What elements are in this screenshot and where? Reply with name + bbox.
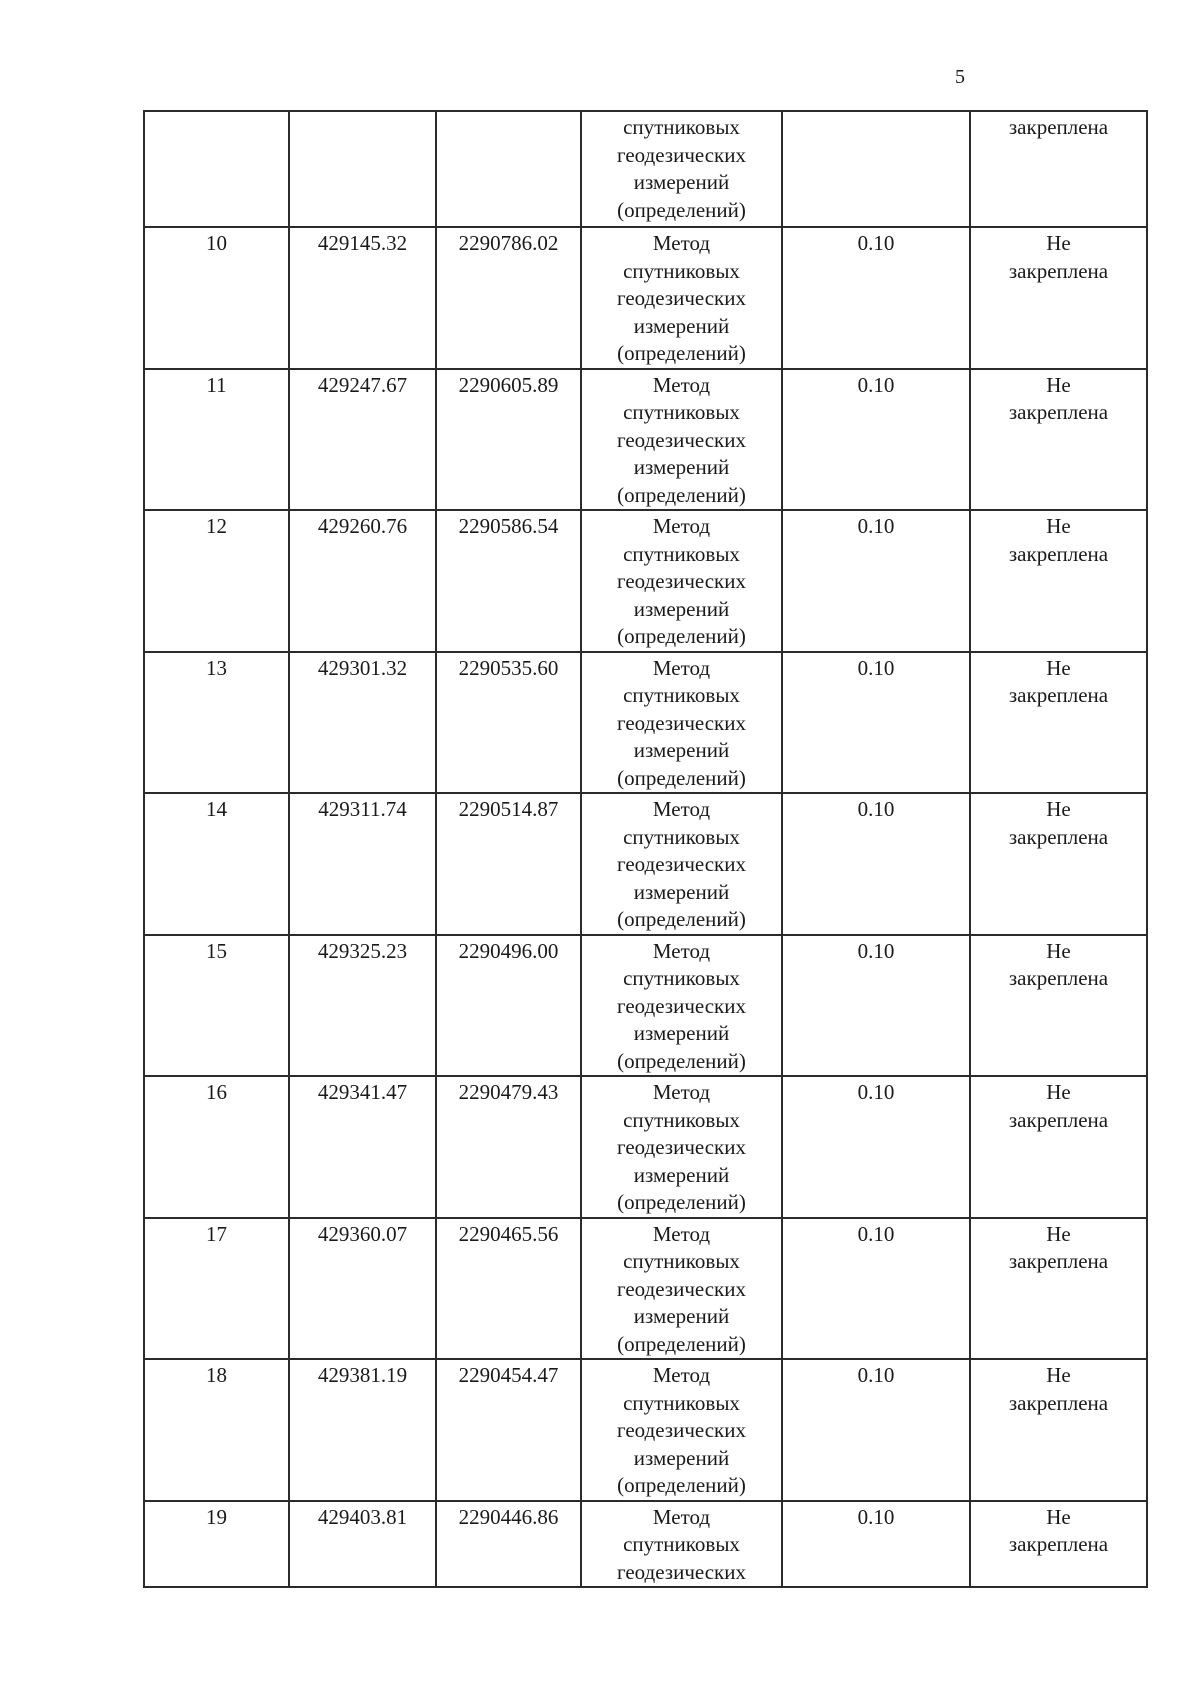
- method-cell-line: спутниковых: [623, 966, 740, 990]
- y-coordinate-cell: 2290586.54: [436, 510, 581, 652]
- point-number-cell: 19: [144, 1501, 289, 1588]
- x-coordinate-cell: 429403.81: [289, 1501, 436, 1588]
- method-cell-line: Метод: [652, 1080, 711, 1104]
- table-row: [144, 227, 1147, 369]
- method-cell-line: геодезических: [616, 1276, 746, 1301]
- y-coordinate-cell: 2290605.89: [436, 369, 581, 511]
- method-cell-line: спутниковых: [623, 824, 740, 849]
- method-cell-line: Метод: [652, 797, 711, 821]
- accuracy-cell: 0.10: [782, 652, 970, 794]
- fixation-cell-line: Не: [1046, 1363, 1071, 1387]
- point-number-cell: 14: [144, 793, 289, 935]
- method-cell-line: геодезических: [616, 1559, 746, 1584]
- method-cell-line: (определений): [617, 1331, 746, 1356]
- x-coordinate-cell: 429341.47: [289, 1076, 436, 1218]
- fixation-cell: [970, 369, 1147, 511]
- point-number-cell: 12: [144, 510, 289, 652]
- method-cell: [581, 227, 782, 369]
- fixation-cell: [970, 1359, 1147, 1501]
- method-cell-line: спутниковых: [623, 541, 740, 566]
- point-number-cell: 17: [144, 1218, 289, 1360]
- y-coordinate-cell: 2290454.47: [436, 1359, 581, 1501]
- table-row: [144, 1218, 1147, 1360]
- fixation-cell-line: Не: [1046, 514, 1071, 538]
- fixation-cell-line: закреплена: [1008, 1249, 1109, 1273]
- fixation-cell: [970, 227, 1147, 369]
- method-cell-line: измерений: [633, 1021, 730, 1045]
- fixation-cell-line: закреплена: [1008, 824, 1109, 849]
- fixation-cell: [970, 1501, 1147, 1588]
- point-number-cell: [144, 111, 289, 227]
- fixation-cell-line: закреплена: [1008, 258, 1109, 283]
- method-cell-line: Метод: [652, 1504, 711, 1529]
- fixation-cell: [970, 111, 1147, 227]
- method-cell-line: измерений: [633, 596, 730, 621]
- fixation-cell-line: закреплена: [1008, 115, 1109, 139]
- fixation-cell: [970, 1218, 1147, 1360]
- y-coordinate-cell: 2290496.00: [436, 935, 581, 1077]
- method-cell-line: спутниковых: [623, 1107, 740, 1132]
- y-coordinate-cell: 2290465.56: [436, 1218, 581, 1360]
- fixation-cell-line: закреплена: [1008, 1107, 1109, 1132]
- fixation-cell: [970, 652, 1147, 794]
- method-cell-line: (определений): [617, 624, 746, 648]
- method-cell-line: геодезических: [616, 852, 746, 876]
- table-row: [144, 111, 1147, 227]
- method-cell: [581, 510, 782, 652]
- method-cell-line: (определений): [617, 482, 746, 507]
- method-cell: [581, 793, 782, 935]
- fixation-cell-line: Не: [1046, 655, 1071, 680]
- fixation-cell-line: закреплена: [1008, 966, 1109, 990]
- y-coordinate-cell: 2290514.87: [436, 793, 581, 935]
- fixation-cell-line: закреплена: [1008, 683, 1109, 707]
- method-cell-line: спутниковых: [623, 115, 740, 139]
- point-number-cell: 18: [144, 1359, 289, 1501]
- method-cell: [581, 935, 782, 1077]
- fixation-cell-line: закреплена: [1008, 1532, 1109, 1556]
- x-coordinate-cell: 429325.23: [289, 935, 436, 1077]
- x-coordinate-cell: 429360.07: [289, 1218, 436, 1360]
- fixation-cell-line: Не: [1046, 797, 1071, 821]
- x-coordinate-cell: 429381.19: [289, 1359, 436, 1501]
- method-cell: [581, 111, 782, 227]
- page-number: [0, 66, 1200, 89]
- method-cell-line: геодезических: [616, 993, 746, 1018]
- fixation-cell-line: закреплена: [1008, 400, 1109, 424]
- y-coordinate-cell: 2290786.02: [436, 227, 581, 369]
- x-coordinate-cell: 429301.32: [289, 652, 436, 794]
- accuracy-cell: 0.10: [782, 369, 970, 511]
- method-cell: [581, 369, 782, 511]
- method-cell-line: измерений: [633, 1304, 730, 1328]
- accuracy-cell: 0.10: [782, 1218, 970, 1360]
- method-cell-line: Метод: [652, 938, 711, 963]
- table-row: [144, 1076, 1147, 1218]
- table-row: [144, 1501, 1147, 1588]
- method-cell: [581, 652, 782, 794]
- method-cell-line: спутниковых: [623, 683, 740, 707]
- method-cell-line: спутниковых: [623, 1532, 740, 1556]
- accuracy-cell: 0.10: [782, 510, 970, 652]
- method-cell-line: измерений: [633, 738, 730, 762]
- method-cell: [581, 1359, 782, 1501]
- method-cell-line: Метод: [652, 655, 711, 680]
- y-coordinate-cell: 2290446.86: [436, 1501, 581, 1588]
- accuracy-cell: 0.10: [782, 935, 970, 1077]
- page-number-text: 5: [955, 66, 965, 88]
- fixation-cell-line: закреплена: [1008, 1390, 1109, 1415]
- method-cell-line: (определений): [617, 1048, 746, 1073]
- method-cell-line: спутниковых: [623, 1390, 740, 1415]
- fixation-cell-line: закреплена: [1008, 541, 1109, 566]
- table-row: [144, 369, 1147, 511]
- accuracy-cell: 0.10: [782, 1359, 970, 1501]
- method-cell-line: (определений): [617, 907, 746, 931]
- coordinates-table: [143, 110, 1148, 1588]
- fixation-cell-line: Не: [1046, 1504, 1071, 1529]
- method-cell-line: спутниковых: [623, 400, 740, 424]
- fixation-cell: [970, 793, 1147, 935]
- method-cell: [581, 1501, 782, 1588]
- method-cell-line: (определений): [617, 197, 746, 222]
- method-cell-line: (определений): [617, 1190, 746, 1214]
- method-cell-line: геодезических: [616, 710, 746, 735]
- method-cell-line: Метод: [652, 231, 711, 255]
- method-cell-line: Метод: [652, 1363, 711, 1387]
- point-number-cell: 15: [144, 935, 289, 1077]
- method-cell-line: измерений: [633, 455, 730, 479]
- accuracy-cell: 0.10: [782, 227, 970, 369]
- method-cell-line: Метод: [652, 1221, 711, 1246]
- x-coordinate-cell: 429247.67: [289, 369, 436, 511]
- method-cell-line: Метод: [652, 372, 711, 397]
- method-cell-line: измерений: [633, 879, 730, 904]
- method-cell-line: геодезических: [616, 1418, 746, 1442]
- method-cell-line: геодезических: [616, 427, 746, 452]
- method-cell-line: измерений: [633, 1162, 730, 1187]
- y-coordinate-cell: 2290535.60: [436, 652, 581, 794]
- table-row: [144, 652, 1147, 794]
- x-coordinate-cell: 429311.74: [289, 793, 436, 935]
- method-cell-line: (определений): [617, 341, 746, 365]
- table-row: [144, 510, 1147, 652]
- y-coordinate-cell: 2290479.43: [436, 1076, 581, 1218]
- table-row: [144, 793, 1147, 935]
- fixation-cell-line: Не: [1046, 1080, 1071, 1104]
- method-cell-line: спутниковых: [623, 258, 740, 283]
- x-coordinate-cell: 429260.76: [289, 510, 436, 652]
- method-cell: [581, 1218, 782, 1360]
- method-cell-line: измерений: [633, 170, 730, 194]
- point-number-cell: 11: [144, 369, 289, 511]
- accuracy-cell: 0.10: [782, 1501, 970, 1588]
- point-number-cell: 10: [144, 227, 289, 369]
- fixation-cell-line: Не: [1046, 231, 1071, 255]
- x-coordinate-cell: [289, 111, 436, 227]
- method-cell-line: геодезических: [616, 286, 746, 310]
- method-cell-line: геодезических: [616, 1135, 746, 1159]
- fixation-cell-line: Не: [1046, 372, 1071, 397]
- accuracy-cell: 0.10: [782, 1076, 970, 1218]
- fixation-cell: [970, 935, 1147, 1077]
- table-row: [144, 935, 1147, 1077]
- method-cell-line: (определений): [617, 1473, 746, 1497]
- point-number-cell: 16: [144, 1076, 289, 1218]
- method-cell-line: (определений): [617, 765, 746, 790]
- point-number-cell: 13: [144, 652, 289, 794]
- method-cell-line: Метод: [652, 514, 711, 538]
- fixation-cell: [970, 510, 1147, 652]
- coordinates-table-body: [144, 111, 1147, 1587]
- method-cell-line: геодезических: [616, 142, 746, 167]
- accuracy-cell: [782, 111, 970, 227]
- fixation-cell-line: Не: [1046, 1221, 1071, 1246]
- table-row: [144, 1359, 1147, 1501]
- fixation-cell-line: Не: [1046, 938, 1071, 963]
- x-coordinate-cell: 429145.32: [289, 227, 436, 369]
- accuracy-cell: 0.10: [782, 793, 970, 935]
- method-cell-line: геодезических: [616, 569, 746, 593]
- method-cell-line: измерений: [633, 313, 730, 338]
- method-cell-line: измерений: [633, 1445, 730, 1470]
- y-coordinate-cell: [436, 111, 581, 227]
- method-cell-line: спутниковых: [623, 1249, 740, 1273]
- method-cell: [581, 1076, 782, 1218]
- fixation-cell: [970, 1076, 1147, 1218]
